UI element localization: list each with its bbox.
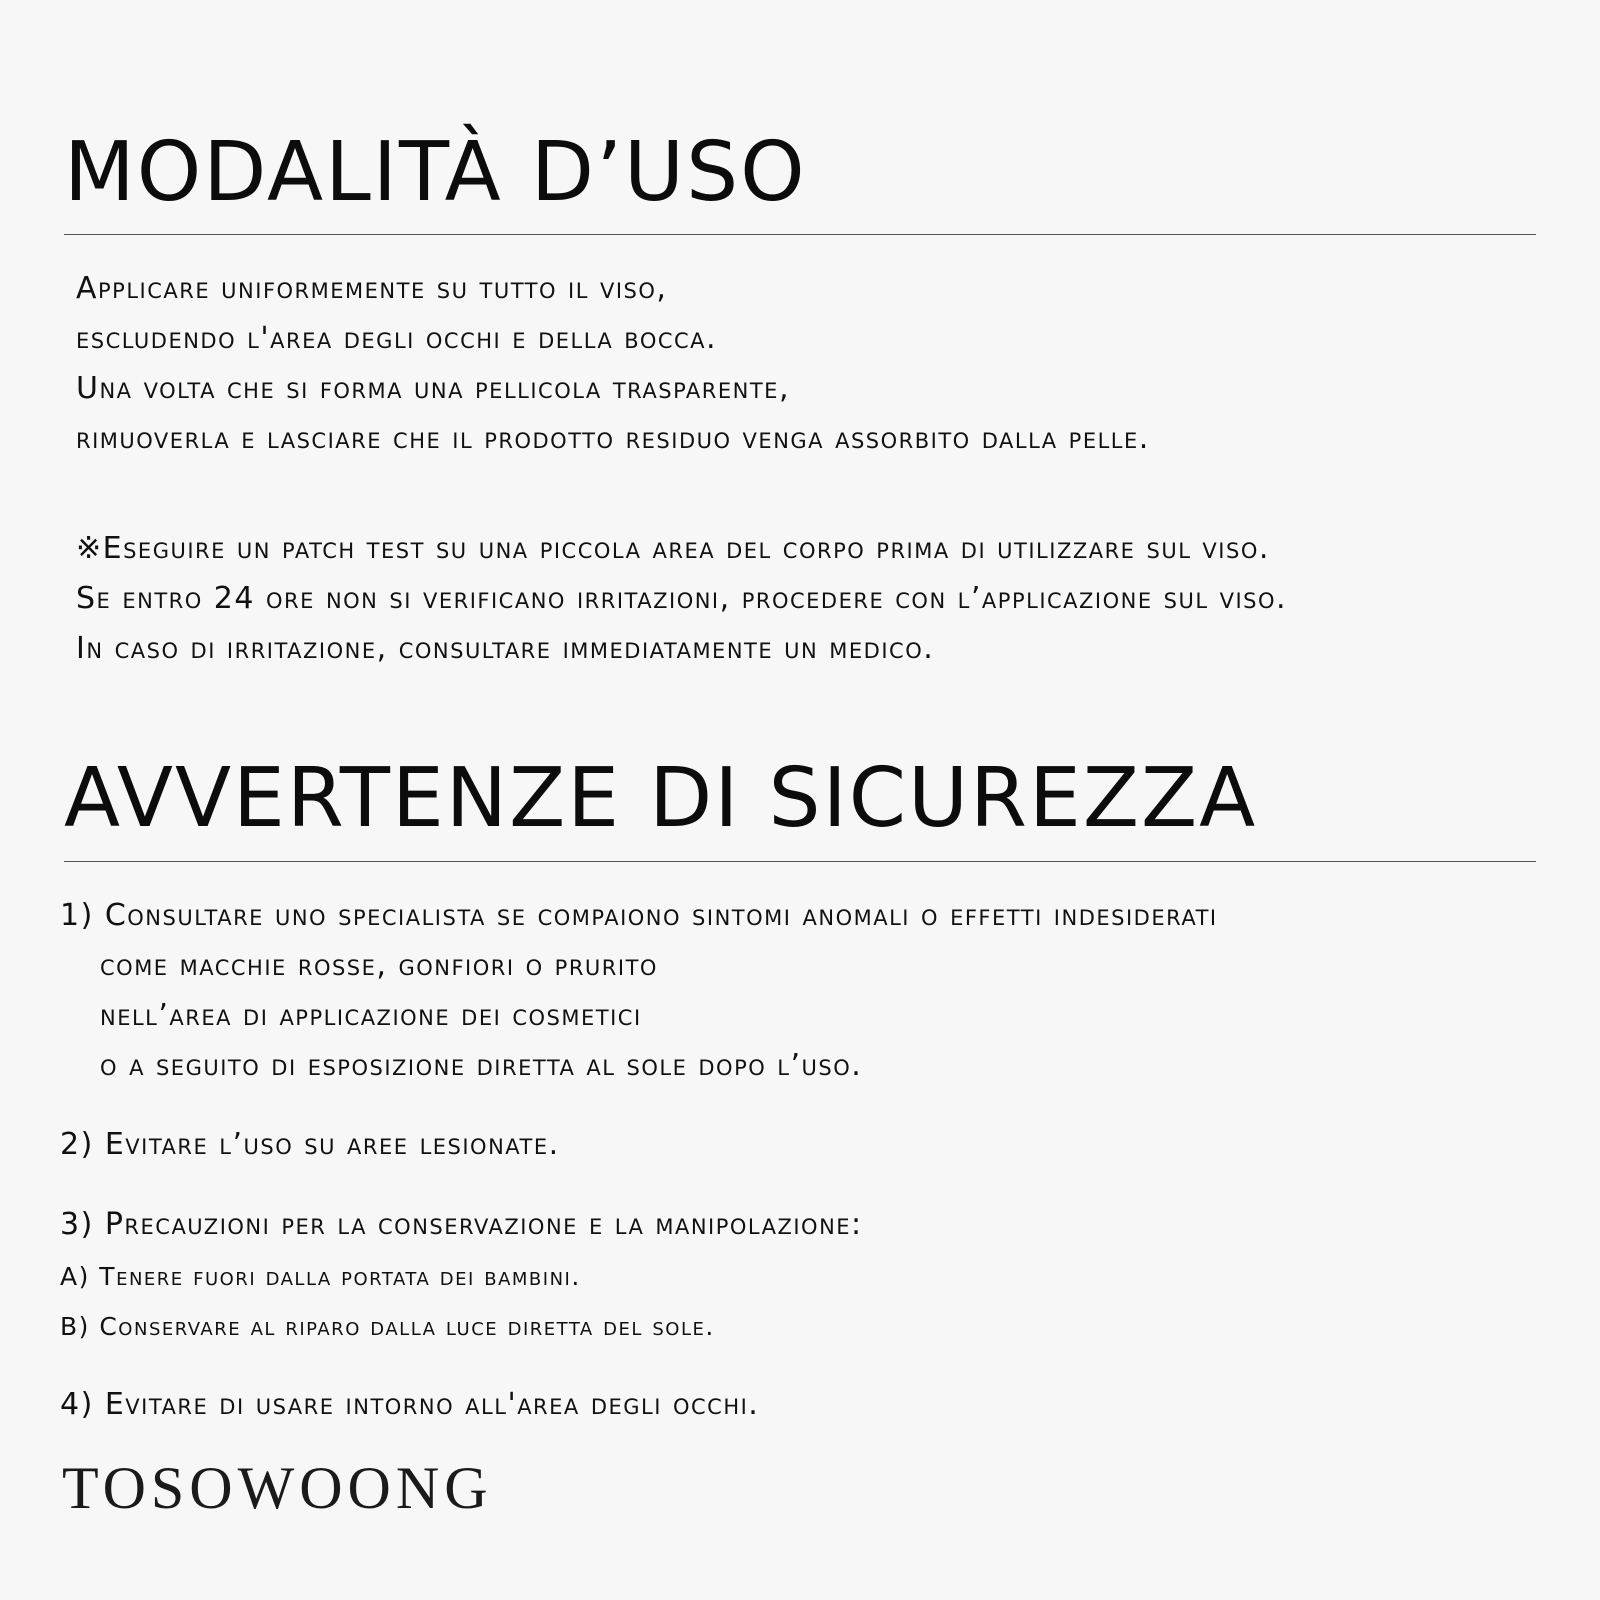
safety-item-1-line: come macchie rosse, gonfiori o prurito (100, 948, 658, 983)
safety-item-3-sub-a: A) Tenere fuori dalla portata dei bambini. (60, 1262, 581, 1291)
safety-item-4: 4) Evitare di usare intorno all'area degli occhi. (60, 1387, 760, 1422)
usage-line: Una volta che si forma una pellicola trasparente, (76, 371, 790, 406)
safety-item-1-line: 1) Consultare uno specialista se compaiono sintomi anomali o effetti indesiderati (60, 898, 1218, 933)
usage-line: escludendo l'area degli occhi e della bocca. (76, 321, 718, 356)
usage-instructions (76, 264, 1150, 464)
note-line: ※Eseguire un patch test su una piccola area del corpo prima di utilizzare sul viso. (76, 531, 1270, 566)
usage-line: Applicare uniformemente su tutto il viso, (76, 271, 668, 306)
patch-test-note (76, 524, 1287, 674)
usage-line: rimuoverla e lasciare che il prodotto residuo venga assorbito dalla pelle. (76, 421, 1150, 456)
brand-logo: TOSOWOONG (62, 1455, 493, 1521)
note-line: Se entro 24 ore non si verificano irritazioni, procedere con l’applicazione sul viso. (76, 581, 1288, 616)
safety-title: AVVERTENZE DI SICUREZZA (64, 751, 1258, 846)
safety-item-1-line: nell’area di applicazione dei cosmetici (100, 998, 642, 1033)
safety-item-1-line: o a seguito di esposizione diretta al sole dopo l’uso. (100, 1048, 863, 1083)
safety-item-3-heading: 3) Precauzioni per la conservazione e la manipolazione: (60, 1207, 863, 1242)
usage-title: MODALITÀ D’USO (64, 125, 807, 220)
usage-divider (64, 234, 1536, 235)
note-line: In caso di irritazione, consultare immediatamente un medico. (76, 631, 935, 666)
safety-divider (64, 861, 1536, 862)
safety-item-2: 2) Evitare l’uso su aree lesionate. (60, 1127, 560, 1162)
safety-item-3-sub-b: B) Conservare al riparo dalla luce diretta del sole. (60, 1312, 715, 1341)
